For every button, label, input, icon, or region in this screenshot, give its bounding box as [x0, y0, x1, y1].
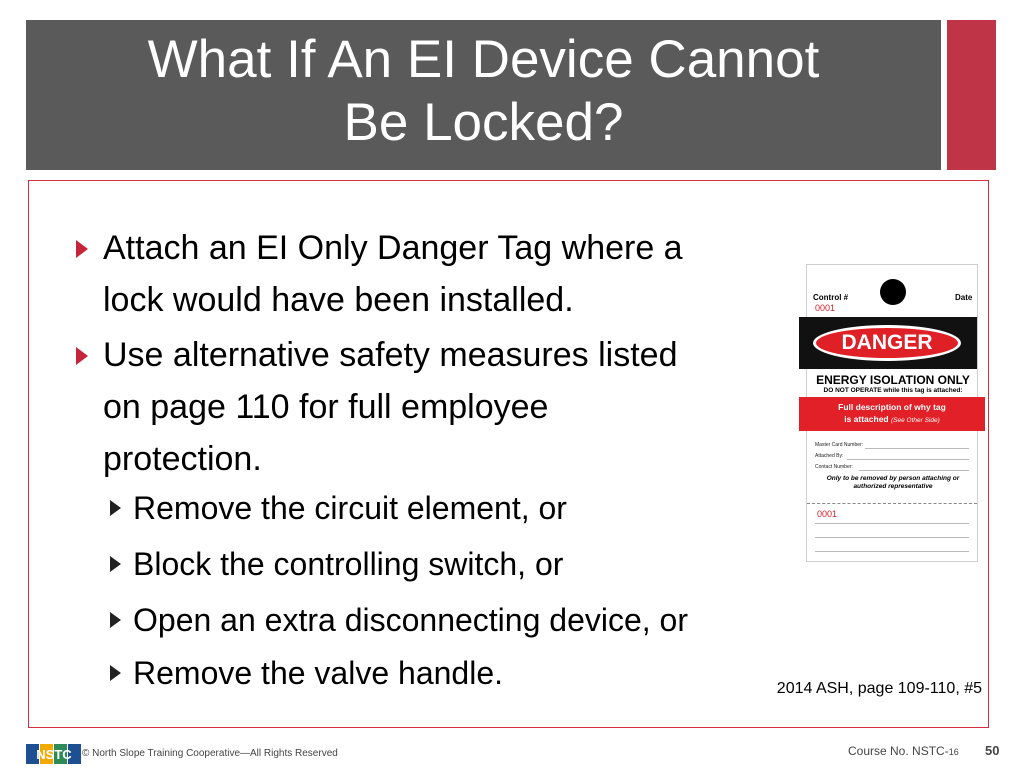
title-line-1: What If An EI Device Cannot [147, 30, 820, 89]
sub-bullet-arrow-icon [110, 612, 121, 628]
sub-bullet-1: Remove the circuit element, or [133, 490, 567, 526]
footer-course-number: 16 [948, 747, 959, 757]
tag-control-label: Control # [813, 293, 849, 302]
bullet-1-line-1: Attach an EI Only Danger Tag where a [103, 229, 683, 267]
tag-field-attached: Attached By: [815, 453, 844, 459]
sub-bullet-arrow-icon [110, 665, 121, 681]
tag-removal-line-2: authorized representative [853, 483, 933, 490]
bullet-arrow-icon [76, 347, 88, 365]
tag-do-not-operate: DO NOT OPERATE while this tag is attached: [823, 387, 963, 394]
tag-field-contact: Contact Number: [815, 464, 853, 470]
tag-stub-number: 0001 [817, 509, 838, 519]
danger-tag-image [806, 264, 978, 562]
tag-date-label: Date [955, 293, 973, 302]
sub-bullet-4: Remove the valve handle. [133, 655, 503, 691]
tag-field-master: Master Card Number: [815, 442, 864, 448]
bullet-1 [103, 222, 803, 326]
slide-title [26, 28, 941, 154]
title-line-2: Be Locked? [343, 93, 624, 152]
tag-reason-text: is attached [844, 414, 889, 424]
sub-bullet-2: Block the controlling switch, or [133, 546, 564, 582]
bullet-2 [103, 329, 803, 485]
tag-perforation [807, 503, 977, 504]
page-number: 50 [985, 743, 1000, 758]
sub-bullet-arrow-icon [110, 500, 121, 516]
tag-removal-line-1: Only to be removed by person attaching or [826, 475, 960, 482]
nstc-logo [26, 742, 84, 766]
tag-field-line [847, 459, 969, 460]
bullet-arrow-icon [76, 240, 88, 258]
tag-hole [880, 279, 906, 305]
tag-stub-line [815, 537, 969, 538]
sub-bullet-3: Open an extra disconnecting device, or [133, 602, 688, 638]
citation: 2014 ASH, page 109-110, #5 [776, 680, 982, 697]
title-bar [26, 20, 941, 170]
bullet-2-line-2: on page 110 for full employee [103, 388, 549, 426]
footer-course-label: Course No. NSTC- [848, 744, 949, 758]
sub-bullet-arrow-icon [110, 556, 121, 572]
tag-field-line [859, 470, 969, 471]
tag-reason-note: (See Other Side) [891, 417, 940, 424]
tag-removal-note [807, 475, 979, 491]
tag-reason-line-2 [799, 413, 985, 427]
title-accent-block [947, 20, 996, 170]
tag-energy-isolation: ENERGY ISOLATION ONLY [816, 373, 970, 387]
bullet-2-line-1: Use alternative safety measures listed [103, 336, 678, 374]
tag-field-line [865, 448, 969, 449]
logo-text: NSTC [36, 747, 72, 762]
danger-band [799, 317, 977, 369]
footer-course [848, 744, 959, 758]
tag-control-value: 0001 [815, 303, 836, 313]
tag-stub-line [815, 523, 969, 524]
bullet-1-line-2: lock would have been installed. [103, 281, 574, 319]
tag-reason-box [799, 397, 985, 431]
tag-reason-line-1: Full description of why tag [838, 402, 946, 412]
footer-copyright: © North Slope Training Cooperative—All Rights Reserved [82, 748, 338, 759]
tag-stub-line [815, 551, 969, 552]
danger-oval: DANGER [813, 325, 961, 361]
bullet-2-line-3: protection. [103, 440, 262, 478]
